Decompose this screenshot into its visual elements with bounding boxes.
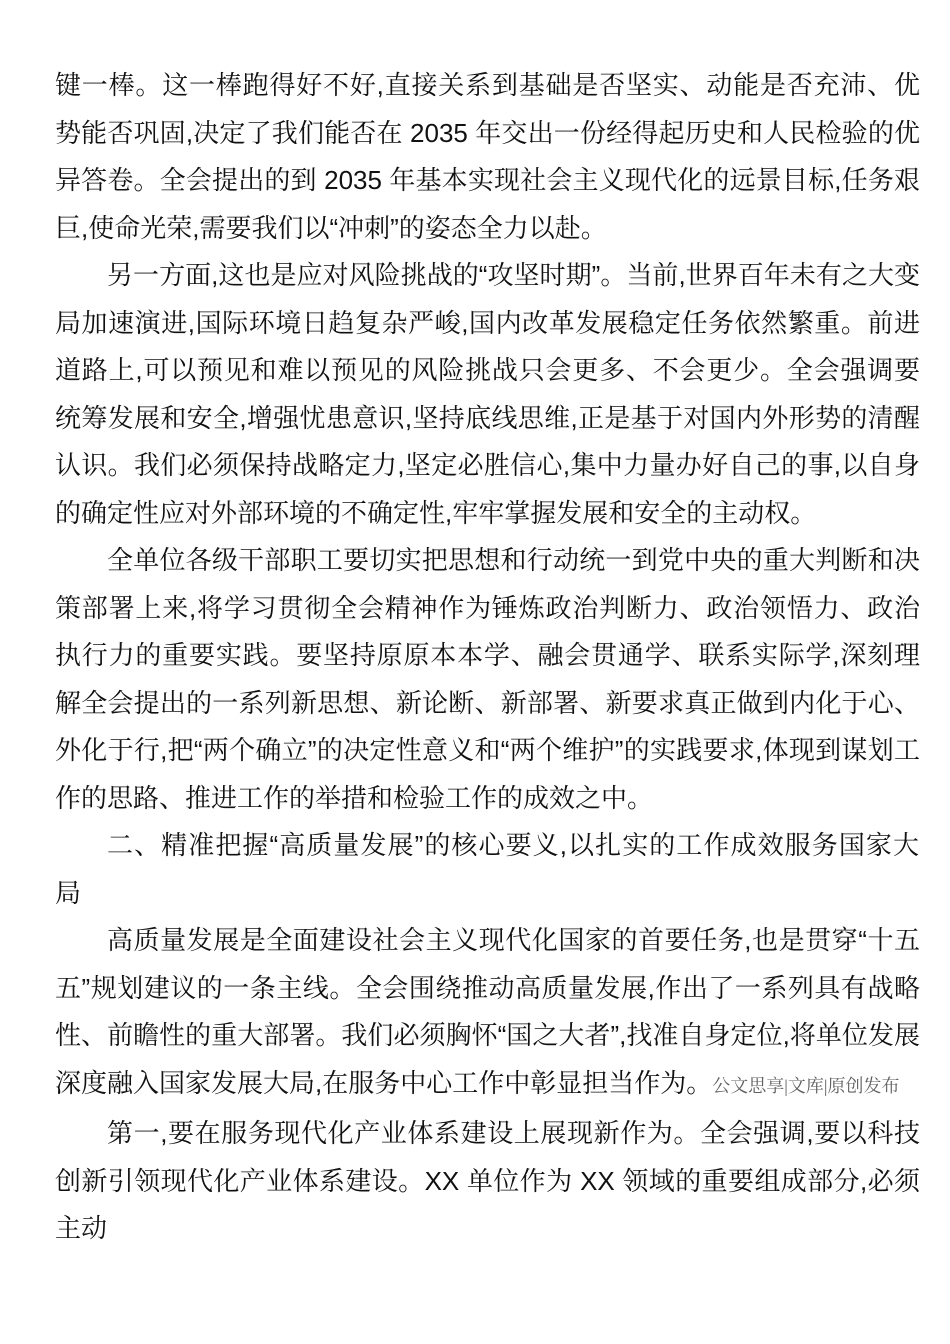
paragraph-risk-challenges: 另一方面,这也是应对风险挑战的“攻坚时期”。当前,世界百年未有之大变局加速演进,国际环境日趋复杂严峻,国内改革发展稳定任务依然繁重。前进道路上,可以预见和难以预见的风险挑战只会更多、不会更少。全会强调要统筹发展和安全,增强忧患意识,坚持底线思维,正是基于对国内外形势的清醒认识。我们必须保持战略定力,坚定必胜信心,集中力量办好自己的事,以自身的确定性应对外部环境的不确定性,牢牢掌握发展和安全的主动权。 (55, 260, 920, 528)
paragraph-high-quality-development (55, 917, 920, 1110)
section-heading: 二、精准把握“高质量发展”的核心要义,以扎实的工作成效服务国家大局 (55, 830, 920, 908)
paragraph-first-point: 第一,要在服务现代化产业体系建设上展现新作为。全会强调,要以科技创新引领现代化产业体系建设。XX 单位作为 XX 领域的重要组成部分,必须主动 (55, 1118, 920, 1243)
paragraph-text: 高质量发展是全面建设社会主义现代化国家的首要任务,也是贯穿“十五五”规划建议的一条主线。全会围绕推动高质量发展,作出了一系列具有战略性、前瞻性的重大部署。我们必须胸怀“国之大者”,找准自身定位,将单位发展深度融入国家发展大局,在服务中心工作中彰显担当作为。 (55, 925, 920, 1098)
paragraph-cadres-study: 全单位各级干部职工要切实把思想和行动统一到党中央的重大判断和决策部署上来,将学习贯彻全会精神作为锤炼政治判断力、政治领悟力、政治执行力的重要实践。要坚持原原本本学、融会贯通学、联系实际学,深刻理解全会提出的一系列新思想、新论断、新部署、新要求真正做到内化于心、外化于行,把“两个确立”的决定性意义和“两个维护”的实践要求,体现到谋划工作的思路、推进工作的举措和检验工作的成效之中。 (55, 545, 920, 813)
paragraph-continuation: 键一棒。这一棒跑得好不好,直接关系到基础是否坚实、动能是否充沛、优势能否巩固,决定了我们能否在 2035 年交出一份经得起历史和人民检验的优异答卷。全会提出的到 2035 年基本实现社会主义现代化的远景目标,任务艰巨,使命光荣,需要我们以“冲刺”的姿态全力以赴。 (55, 70, 920, 243)
watermark-text: 公文思享|文库|原创发布 (712, 1075, 900, 1096)
